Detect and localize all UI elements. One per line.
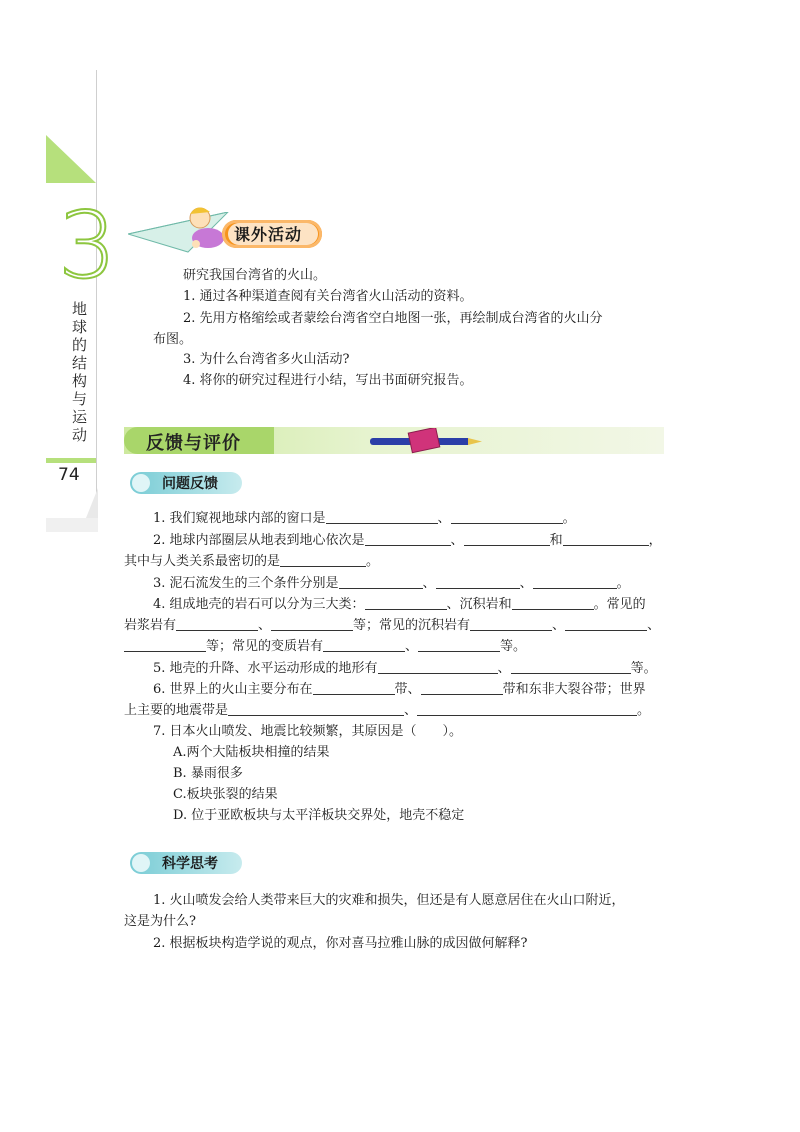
chapter-number: 3: [58, 192, 117, 299]
q3-sep-2: 、: [519, 576, 533, 591]
q2-blank-4[interactable]: [280, 552, 366, 567]
activity-item-2-cont: 布图。: [153, 332, 193, 347]
activity-item-3: 3. 为什么台湾省多火山活动?: [183, 352, 350, 367]
feedback-q6-cont: [124, 701, 650, 721]
q5-text: 5. 地壳的升降、水平运动形成的地形有: [153, 661, 378, 676]
q6-blank-4[interactable]: [417, 701, 637, 716]
chapter-title: 地球的结构与运动: [72, 300, 88, 444]
q6-text-d: 上主要的地震带是: [124, 703, 229, 718]
q2-sep: 、: [450, 533, 464, 548]
feedback-section-title: 问题反馈: [162, 476, 218, 492]
q4-blank-5[interactable]: [470, 616, 552, 631]
feedback-q7-stem: 7. 日本火山喷发、地震比较频繁，其原因是（ ）。: [153, 724, 463, 739]
activity-item-1: 1. 通过各种渠道查阅有关台湾省火山活动的资料。: [183, 289, 473, 304]
q4-sep-5: 、: [405, 639, 419, 654]
q4-blank-6[interactable]: [565, 616, 647, 631]
q6-sep: 、: [404, 703, 418, 718]
q4-text: 4. 组成地壳的岩石可以分为三大类：: [153, 597, 365, 612]
chapter-corner-triangle: [46, 135, 96, 183]
q4-blank-3[interactable]: [176, 616, 258, 631]
feedback-q7-option-c[interactable]: C.板块张裂的结果: [173, 787, 278, 802]
q2-and: 和: [549, 533, 563, 548]
q4-sep-3: 、: [552, 618, 566, 633]
q4-blank-4[interactable]: [271, 616, 353, 631]
q1-blank-2[interactable]: [451, 509, 563, 524]
q1-blank-1[interactable]: [326, 509, 438, 524]
q6-blank-3[interactable]: [228, 701, 404, 716]
thinking-q1-cont: 这是为什么?: [124, 914, 196, 929]
feedback-q1: [153, 509, 576, 529]
feedback-q7-option-d[interactable]: D. 位于亚欧板块与太平洋板块交界处，地壳不稳定: [173, 808, 465, 823]
feedback-q4: [153, 595, 646, 615]
q2-blank-1[interactable]: [365, 531, 451, 546]
q3-sep: 、: [422, 576, 436, 591]
q4-end: 等。: [500, 639, 527, 654]
feedback-q4-line2: [124, 616, 660, 636]
feedback-q7-option-b[interactable]: B. 暴雨很多: [173, 766, 243, 781]
q4-text-b: 沉积岩和: [459, 597, 512, 612]
q6-text: 6. 世界上的火山主要分布在: [153, 682, 313, 697]
q4-text-e: 等；常见的沉积岩有: [353, 618, 471, 633]
q2-end2: 。: [366, 554, 380, 569]
q1-text: 1. 我们窥视地球内部的窗口是: [153, 511, 326, 526]
q2-text-b: 其中与人类关系最密切的是: [124, 554, 281, 569]
q4-sep-4: 、: [647, 618, 661, 633]
feedback-q4-line3: [124, 637, 526, 657]
q4-text-f: 等；常见的变质岩有: [206, 639, 324, 654]
q3-end: 。: [616, 576, 630, 591]
activity-item-2: 2. 先用方格缩绘或者蒙绘台湾省空白地图一张，再绘制成台湾省的火山分: [183, 311, 603, 326]
capsule-dot: [132, 854, 150, 872]
q4-text-d: 岩浆岩有: [124, 618, 177, 633]
q4-blank-2[interactable]: [512, 595, 594, 610]
q3-blank-2[interactable]: [436, 574, 520, 589]
q2-blank-2[interactable]: [464, 531, 550, 546]
page-edge-decoration: [46, 488, 98, 532]
q3-text: 3. 泥石流发生的三个条件分别是: [153, 576, 339, 591]
feedback-banner-title: 反馈与评价: [146, 433, 241, 454]
q1-end: 。: [562, 511, 576, 526]
q4-blank-7[interactable]: [124, 637, 206, 652]
page-number: 74: [58, 465, 80, 485]
feedback-q6: [153, 680, 646, 700]
q1-sep: 、: [437, 511, 451, 526]
q4-sep-2: 、: [258, 618, 272, 633]
margin-line: [96, 70, 97, 530]
q4-blank-8[interactable]: [323, 637, 405, 652]
capsule-dot: [132, 474, 150, 492]
feedback-q7-option-a[interactable]: A.两个大陆板块相撞的结果: [173, 745, 330, 760]
q5-sep: 、: [497, 661, 511, 676]
thinking-q2: 2. 根据板块构造学说的观点，你对喜马拉雅山脉的成因做何解释?: [153, 936, 528, 951]
feedback-q2: [153, 531, 662, 551]
q6-blank-1[interactable]: [313, 680, 395, 695]
activity-item-4: 4. 将你的研究过程进行小结，写出书面研究报告。: [183, 373, 473, 388]
activity-heading: 课外活动: [234, 225, 303, 244]
activity-intro: 研究我国台湾省的火山。: [183, 268, 327, 283]
q3-blank-1[interactable]: [339, 574, 423, 589]
q5-end: 等。: [630, 661, 657, 676]
feedback-q5: [153, 659, 657, 679]
q2-end: ，: [648, 533, 662, 548]
q4-blank-9[interactable]: [418, 637, 500, 652]
page-number-bar: [46, 458, 96, 463]
thinking-q1: 1. 火山喷发会给人类带来巨大的灾难和损失，但还是有人愿意居住在火山口附近，: [153, 893, 625, 908]
q4-text-c: 。常见的: [593, 597, 646, 612]
q2-text: 2. 地球内部圈层从地表到地心依次是: [153, 533, 365, 548]
feedback-q3: [153, 574, 630, 594]
q4-blank-1[interactable]: [365, 595, 447, 610]
q6-text-c: 带和东非大裂谷带；世界: [502, 682, 646, 697]
q5-blank-2[interactable]: [511, 659, 631, 674]
q4-sep: 、: [446, 597, 460, 612]
pen-and-notebook-icon: [370, 428, 485, 454]
q6-end: 。: [637, 703, 651, 718]
q6-blank-2[interactable]: [421, 680, 503, 695]
thinking-section-title: 科学思考: [162, 856, 218, 872]
q2-blank-3[interactable]: [563, 531, 649, 546]
q5-blank-1[interactable]: [378, 659, 498, 674]
feedback-q2-cont: [124, 552, 379, 572]
q3-blank-3[interactable]: [533, 574, 617, 589]
q6-text-b: 带、: [394, 682, 421, 697]
